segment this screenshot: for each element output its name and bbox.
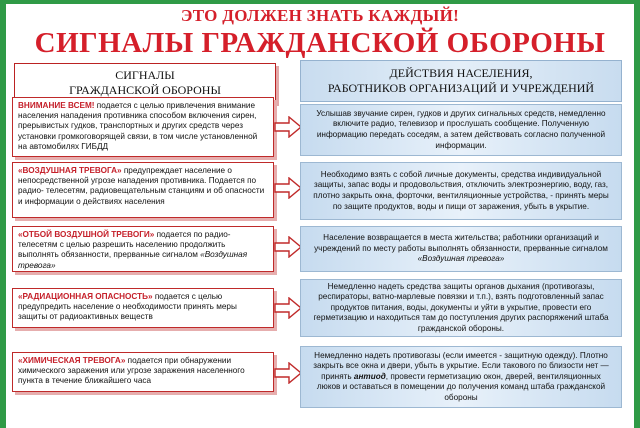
signals-header-line1: СИГНАЛЫ	[115, 68, 175, 82]
action-emphasis: антиод	[353, 371, 386, 381]
poster-title: СИГНАЛЫ ГРАЖДАНСКОЙ ОБОРОНЫ	[34, 27, 606, 59]
signal-name: «ОТБОЙ ВОЗДУШНОЙ ТРЕВОГИ»	[18, 230, 155, 239]
signals-header-line2: ГРАЖДАНСКОЙ ОБОРОНЫ	[69, 83, 221, 97]
arrow-right-icon	[274, 177, 302, 199]
signal-description: предупреждает население о непосредственной угрозе нападения противника. Подается по радио- телесетям, радиовещательным станциям и об опасности и информации о действиях населения	[18, 166, 265, 206]
left-border	[0, 0, 6, 428]
signal-name: «ХИМИЧЕСКАЯ ТРЕВОГА»	[18, 356, 126, 365]
signal-radiation	[12, 288, 274, 328]
action-description-b: , провести герметизацию окон, дверей, вентиляционных люков и оставаться в помещении до получения команд штаба гражданской обороны	[316, 371, 606, 402]
signal-description: подается с целью предупредить население о необходимости принять меры защиты от радиоактивных веществ	[18, 292, 237, 322]
action-chemical	[300, 346, 622, 408]
signal-description: подается при обнаружении химического заражения или угрозе заражения населенного пункта в течение ближайшего часа	[18, 356, 245, 386]
signal-name: «РАДИАЦИОННАЯ ОПАСНОСТЬ»	[18, 292, 153, 301]
signal-chemical	[12, 352, 274, 392]
arrow-right-icon	[274, 362, 302, 384]
action-quote: «Воздушная тревога»	[417, 254, 505, 264]
poster-supertitle: ЭТО ДОЛЖЕН ЗНАТЬ КАЖДЫЙ!	[180, 6, 460, 25]
action-air-raid-cancel	[300, 226, 622, 272]
action-radiation	[300, 279, 622, 337]
signal-description: подается с целью привлечения внимание населения нападения противника способом включения сирен, прерывистых гудков, транспортных и других средств через установки громкоговорящей связи, в том числе установленной на автомобилях ГИБДД	[18, 101, 258, 151]
action-attention-all	[300, 104, 622, 156]
action-air-raid	[300, 162, 622, 220]
signal-air-raid-cancel	[12, 226, 274, 272]
arrow-right-icon	[274, 297, 302, 319]
signal-attention-all	[12, 97, 274, 157]
actions-column-header	[300, 60, 622, 102]
signal-quote: «Воздушная тревога»	[18, 250, 248, 270]
action-description-wrap	[311, 233, 611, 265]
action-description: Необходимо взять с собой личные документы, средства индивидуальной защиты, запас воды и продовольствия, отключить электроэнергию, воду, газ, плотно закрыть окна, форточки, вентиляционные устройства, - принять меры по защите продуктов, воды и пищи от заражения, убыть в укрытие.	[313, 169, 609, 211]
signal-description: подается по радио- телесетям с целью разрешить населению продолжить выполнять обязанности, прерванные сигналом	[18, 230, 231, 260]
actions-header-line2: РАБОТНИКОВ ОРГАНИЗАЦИЙ И УЧРЕЖДЕНИЙ	[327, 81, 595, 95]
signal-air-raid	[12, 162, 274, 218]
right-border	[634, 0, 640, 428]
action-description-a: Немедленно надеть противогазы (если имеется - защитную одежду). Плотно закрыть все окна и двери, убыть в укрытие. Если такового по близости нет — принять	[313, 350, 609, 381]
action-description: Население возвращается в места жительства; работники организаций и учреждений по месту работы выполнять обязанности, прерванные сигналом	[314, 233, 608, 253]
arrow-right-icon	[274, 236, 302, 258]
action-description-wrap	[311, 351, 611, 404]
action-description: Немедленно надеть средства защиты органов дыхания (противогазы, респираторы, ватно-марлевые повязки и т.п.), взять подготовленный запас продуктов питания, воды, документы и уйти в укрытие, провести его герметизацию и находиться там до поступления других распоряжений штаба гражданской обороны.	[313, 281, 609, 333]
signal-name: ВНИМАНИЕ ВСЕМ!	[18, 101, 95, 110]
arrow-right-icon	[274, 116, 302, 138]
signal-name: «ВОЗДУШНАЯ ТРЕВОГА»	[18, 166, 122, 175]
top-border	[0, 0, 640, 4]
action-description: Услышав звучание сирен, гудков и других сигнальных средств, немедленно включите радио, телевизор и прослушать сообщение. Полученную информацию передать соседям, а затем действовать согласно полученной информации.	[316, 108, 606, 150]
actions-header-line1: ДЕЙСТВИЯ НАСЕЛЕНИЯ,	[389, 66, 533, 80]
